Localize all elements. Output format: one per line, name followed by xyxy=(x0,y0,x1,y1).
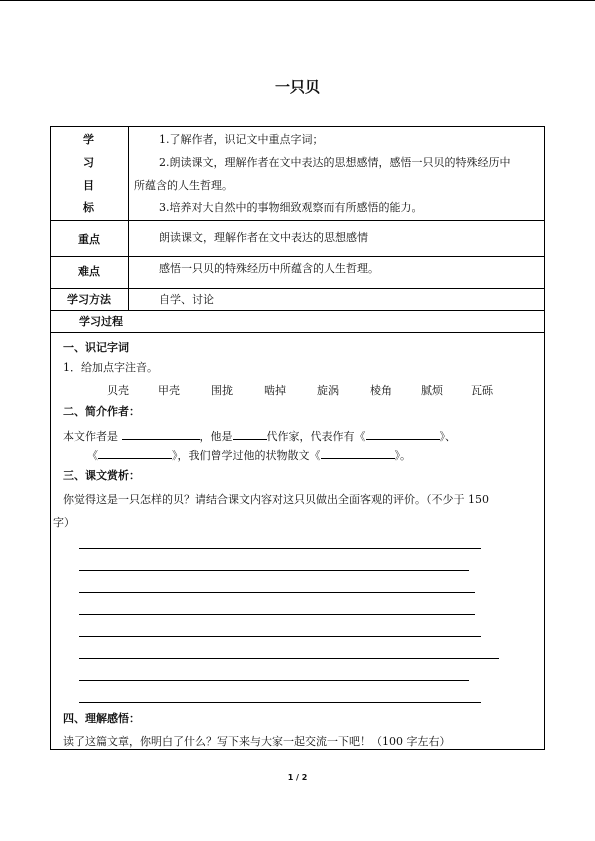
document-title: 一只贝 xyxy=(274,78,320,96)
word-item: 围拢 xyxy=(211,384,233,397)
goal-line-2b: 所蕴含的人生哲理。 xyxy=(134,179,233,192)
answer-line[interactable] xyxy=(79,658,499,659)
goals-label-char-2: 习 xyxy=(83,156,94,169)
answer-line[interactable] xyxy=(79,548,481,549)
answer-line[interactable] xyxy=(79,702,481,703)
author-line-2: 《 》，我们曾学过他的状物散文《 》。 xyxy=(87,449,411,462)
page-number: 1 / 2 xyxy=(287,773,308,782)
method-label: 学习方法 xyxy=(67,293,111,306)
goals-label-char-1: 学 xyxy=(83,133,94,146)
author-name-blank[interactable] xyxy=(122,428,200,440)
key-point-text: 朗读课文，理解作者在文中表达的思想感情 xyxy=(159,231,368,244)
row-divider-goals xyxy=(51,220,544,221)
answer-line[interactable] xyxy=(79,570,469,571)
section3-question-line-1: 你觉得这是一只怎样的贝？请结合课文内容对这只贝做出全面客观的评价。（不少于 150 xyxy=(63,493,489,506)
key-point-label: 重点 xyxy=(78,233,100,246)
column-divider xyxy=(128,127,129,310)
row-divider-difficult xyxy=(51,288,544,289)
goals-label-char-4: 标 xyxy=(83,201,94,214)
word-item: 甲壳 xyxy=(158,384,180,397)
section1-heading: 一、识记字词 xyxy=(63,341,129,354)
answer-line[interactable] xyxy=(79,680,469,681)
section2-heading: 二、简介作者： xyxy=(63,405,140,418)
era-blank[interactable] xyxy=(233,428,267,440)
author-line-1: 本文作者是 ，他是 代作家，代表作有《 》、 xyxy=(63,430,456,443)
row-divider-method xyxy=(51,310,544,311)
goals-label-char-3: 目 xyxy=(83,179,94,192)
answer-line[interactable] xyxy=(79,636,481,637)
word-item: 贝壳 xyxy=(107,384,129,397)
section4-question: 读了这篇文章，你明白了什么？写下来与大家一起交流一下吧！（100 字左右） xyxy=(63,735,451,748)
lesson-table xyxy=(50,126,545,750)
goal-line-2a: 2.朗读课文，理解作者在文中表达的思想感情，感悟一只贝的特殊经历中 xyxy=(159,156,511,169)
goal-line-3: 3.培养对大自然中的事物细致观察而有所感悟的能力。 xyxy=(159,201,423,214)
word-item: 旋涡 xyxy=(317,384,339,397)
row-divider-key xyxy=(51,256,544,257)
section1-instruction: 1．给加点字注音。 xyxy=(63,361,158,374)
answer-line[interactable] xyxy=(79,592,475,593)
word-item: 腻烦 xyxy=(421,384,443,397)
section3-question-line-2: 字） xyxy=(53,516,75,529)
word-item: 棱角 xyxy=(370,384,392,397)
work-blank-1[interactable] xyxy=(366,428,440,440)
page-top-rule xyxy=(0,0,595,1)
word-item: 瓦砾 xyxy=(471,384,493,397)
row-divider-process xyxy=(51,332,544,333)
essay-blank[interactable] xyxy=(321,447,395,459)
difficult-point-label: 难点 xyxy=(78,265,100,278)
method-text: 自学、讨论 xyxy=(159,293,214,306)
answer-line[interactable] xyxy=(79,614,475,615)
work-blank-2[interactable] xyxy=(98,447,172,459)
process-label: 学习过程 xyxy=(79,315,123,328)
goal-line-1: 1.了解作者，识记文中重点字词； xyxy=(159,133,324,146)
difficult-point-text: 感悟一只贝的特殊经历中所蕴含的人生哲理。 xyxy=(159,262,379,275)
word-item: 啮掉 xyxy=(264,384,286,397)
section4-heading: 四、理解感悟： xyxy=(63,712,140,725)
section3-heading: 三、课文赏析： xyxy=(63,469,140,482)
